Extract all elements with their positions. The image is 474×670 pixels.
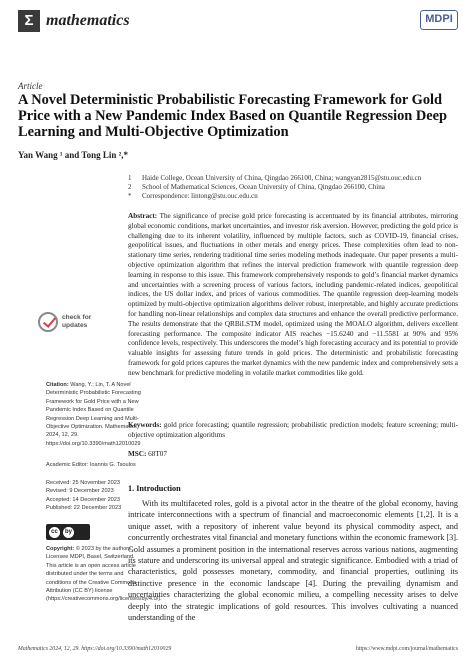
affiliation-mark: 2	[128, 183, 132, 192]
academic-editor: Academic Editor: Ioannis G. Tsoulos	[46, 462, 136, 468]
msc-text: 68T07	[148, 450, 167, 458]
check-updates-label: check for updates	[62, 314, 92, 329]
keywords-text: gold price forecasting; quantile regression; probabilistic prediction models; feature screening; multi-objective optimization algorithms	[128, 421, 459, 439]
abstract	[128, 212, 458, 379]
citation-label: Citation:	[46, 382, 69, 388]
affiliation-text: Haide College, Ocean University of China, Qingdao 266100, China; wangyan2815@stu.ouc.edu.cn	[142, 174, 422, 182]
journal-header	[18, 10, 458, 34]
creative-commons-license-icon[interactable]	[46, 524, 90, 540]
copyright-block	[46, 545, 162, 604]
date-received: Received: 25 November 2023	[46, 480, 121, 486]
abstract-label: Abstract:	[128, 212, 158, 220]
section-heading-introduction: 1. Introduction	[128, 484, 181, 493]
copyright-label: Copyright:	[46, 546, 75, 552]
abstract-text: The significance of precise gold price forecasting is accentuated by its financial attributes, mirroring global economic conditions, market uncertainties, and investor risk aversion. However, predicting the gold price is challenging due to its inherent volatility, influenced by multiple factors, such as COVID-19, financial crises, geopolitical issues, and fluctuations in other metals and energy prices. These complexities often lead to non-stationary time series, rendering traditional time series modeling methods inadequate. Our paper presents a multi-objective optimization algorithm that refines the interval prediction framework with quantile regression deep learning in response to this issue. This framework comprehensively responds to gold’s financial market dynamics and uncertainties with a screening process of various factors, including pandemic-related indices, geopolitical indices, the US dollar index, and prices of various commodities. The quantile regression deep-learning models optimized by multi-objective optimization algorithms deliver robust, interpretable, and highly accurate predictions for handling non-linear relationships and complex data structures and enhance the overall predictive performance. The results demonstrate that the QRBiLSTM model, optimized using the MOALO algorithm, delivers excellent forecasting performance. The composite indicator AIS reaches −15.6240 and −11.5581 at 90% and 95% confidence levels, respectively. This underscores the model’s high forecasting accuracy and its potential to provide valuable insights for assessing future trends in gold prices. The deterministic and probabilistic forecasting framework for gold prices captures the market dynamics with the new pandemic index and comprehensively sets a new benchmark for predictive modeling in volatile market commodities like gold.	[128, 212, 459, 377]
by-attribution-icon: by	[63, 527, 74, 538]
keywords	[128, 421, 458, 441]
check-for-updates-button[interactable]	[38, 310, 118, 336]
publication-dates	[46, 479, 142, 513]
keywords-label: Keywords:	[128, 421, 162, 429]
paper-title: A Novel Deterministic Probabilistic Forecasting Framework for Gold Price with a New Pandemic Index Based on Quantile Regression Deep Learning and Multi-Objective Optimization	[18, 92, 448, 140]
affiliation-item	[128, 192, 458, 201]
msc-label: MSC:	[128, 450, 147, 458]
footer-citation: Mathematics 2024, 12, 29. https://doi.org/10.3390/math12010029	[18, 646, 172, 652]
affiliation-mark: 1	[128, 174, 132, 182]
journal-name: mathematics	[46, 12, 130, 29]
date-published: Published: 22 December 2023	[46, 505, 122, 512]
affiliations	[128, 174, 458, 202]
citation-block	[46, 381, 142, 448]
citation-text: Wang, Y.; Lin, T. A Novel Deterministic Probabilistic Forecasting Framework for Gold Price with a New Pandemic Index Based on Quantile Regression Deep Learning and Multi-Objective Optimization. Mathematics 2024, 12, 29. https://doi.org/10.3390/math12010029	[46, 382, 141, 447]
affiliation-text: School of Mathematical Sciences, Ocean University of China, Qingdao 266100, China	[142, 183, 385, 192]
affiliation-mark: *	[128, 192, 132, 201]
msc-classification	[128, 450, 167, 458]
date-revised: Revised: 9 December 2023	[46, 488, 114, 495]
affiliation-item	[128, 183, 458, 192]
affiliation-item	[128, 174, 458, 183]
journal-url-link[interactable]: https://www.mdpi.com/journal/mathematics	[355, 646, 458, 652]
check-updates-icon	[38, 312, 58, 332]
author-list: Yan Wang ¹ and Tong Lin ²,*	[18, 150, 129, 160]
mdpi-logo: MDPI	[420, 10, 458, 30]
date-accepted: Accepted: 14 December 2023	[46, 496, 121, 503]
introduction-paragraph: With its multifaceted roles, gold is a pivotal actor in the theatre of the global economy, having intricate interconnections with a spectrum of financial and macroeconomic elements [1,2]. It is a unique asset, with a repository of inherent value beyond its physical commodity aspect, and concurrently orchestrates vital financial and monetary functions within the economic framework [3]. Gold assumes a prominent position in the international reserves across various nations, augmenting its stature and underscoring its universal appeal and strategic significance. Embodied with a triad of characteristics, gold possesses monetary, commodity, and financial properties, outlining its distinctive presence in the economic landscape [4]. During the prevailing dynamism and uncertainties characterizing the global economic milieu, a compelling necessity arises to delve deeply into the strategic implications of gold resources. This involves cultivating a nuanced understanding of the	[128, 499, 458, 623]
cc-icon: cc	[49, 527, 60, 538]
article-type: Article	[18, 81, 43, 91]
copyright-text: © 2023 by the authors. Licensee MDPI, Basel, Switzerland. This article is an open access article distributed under the terms and conditions of the Creative Commons Attribution (CC BY) license (https://creativecommons.org/licenses/by/4.0/).	[46, 546, 162, 603]
correspondence-text: Correspondence: lintong@stu.ouc.edu.cn	[142, 192, 258, 201]
journal-logo-icon: Σ	[18, 10, 40, 32]
